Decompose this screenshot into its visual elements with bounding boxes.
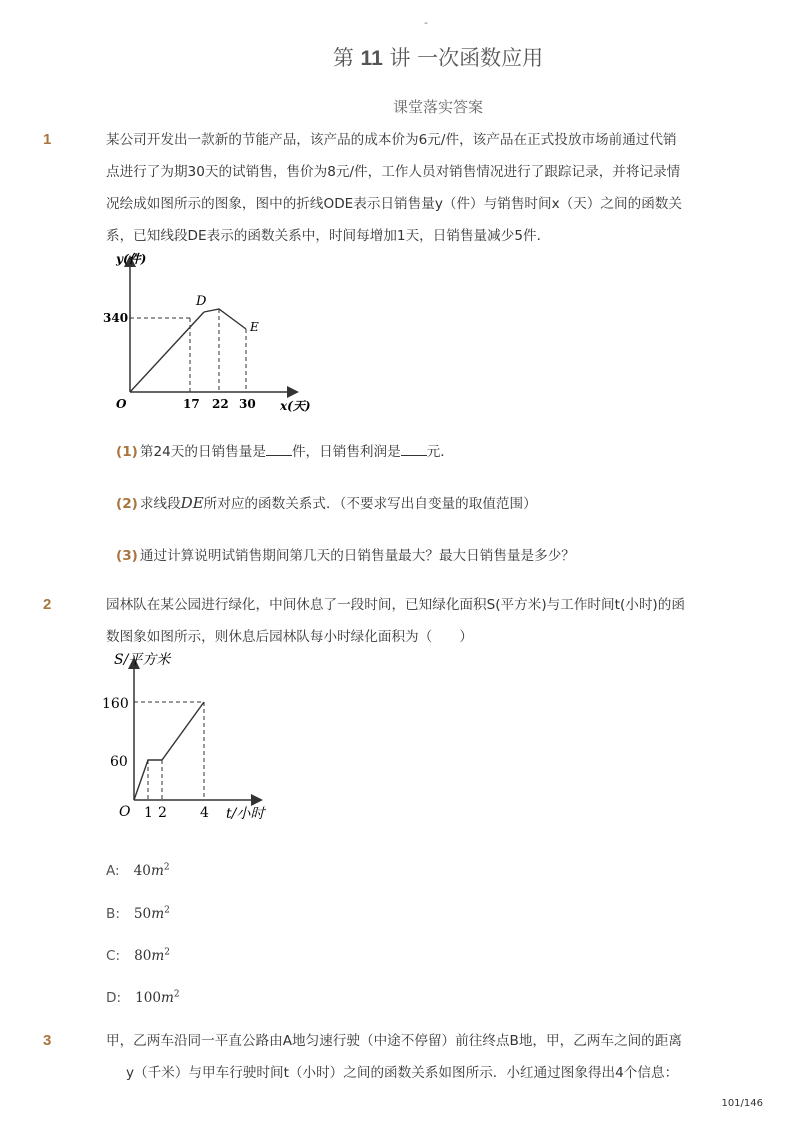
question-1-text xyxy=(106,124,726,252)
y-axis-label: y(件) xyxy=(116,252,147,266)
math-de: DE xyxy=(180,494,204,512)
answer-blank xyxy=(266,443,292,456)
text-line: 点进行了为期30天的试销售，售价为8元/件，工作人员对销售情况进行了跟踪记录，并将记录情 xyxy=(106,164,681,180)
option-label: B: xyxy=(106,905,120,922)
option-d[interactable] xyxy=(106,989,180,1006)
y-axis-label: S/平方米 xyxy=(114,652,171,668)
part-number: (3) xyxy=(116,548,138,564)
q1-part-2 xyxy=(116,492,537,512)
point-e-label: E xyxy=(250,320,259,334)
title-number: 11 xyxy=(360,47,383,70)
part-text: 件，日销售利润是 xyxy=(291,444,401,460)
question-3-text xyxy=(106,1025,746,1089)
point-d-label: D xyxy=(196,294,207,309)
text-line: 数图象如图所示，则休息后园林队每小时绿化面积为（ ） xyxy=(106,629,474,645)
text-line: 甲，乙两车沿同一平直公路由A地匀速行驶（中途不停留）前往终点B地，甲，乙两车之间的距离 xyxy=(106,1033,682,1049)
text-line: 园林队在某公园进行绿化，中间休息了一段时间，已知绿化面积S(平方米)与工作时间t(小时)的函 xyxy=(106,597,685,613)
x-tick-label: 4 xyxy=(200,805,209,821)
part-text: 求线段 xyxy=(139,496,181,512)
part-text: 通过计算说明试销售期间第几天的日销售量最大？最大日销售量是多少？ xyxy=(139,548,575,564)
answer-blank xyxy=(401,443,427,456)
header-mark: - xyxy=(424,16,428,29)
page-number: 101/146 xyxy=(721,1098,763,1109)
option-label: A: xyxy=(106,862,120,879)
x-tick-label: 30 xyxy=(239,397,256,411)
x-tick-label: 2 xyxy=(158,805,167,821)
part-number: (2) xyxy=(116,496,138,512)
page-title xyxy=(0,42,800,72)
x-tick-label: 22 xyxy=(212,397,229,411)
text-line: 系，已知线段DE表示的函数关系中，时间每增加1天，日销售量减少5件． xyxy=(106,228,551,244)
part-number: (1) xyxy=(116,444,138,460)
x-tick-label: 1 xyxy=(144,805,153,821)
q1-part-1 xyxy=(116,440,454,460)
option-value: $80m^2$ xyxy=(134,947,171,964)
option-value: $40m^2$ xyxy=(133,862,170,879)
text-line: 况绘成如图所示的图象，图中的折线ODE表示日销售量y（件）与销售时间x（天）之间的函数关 xyxy=(106,196,682,212)
text-line: y（千米）与甲车行驶时间t（小时）之间的函数关系如图所示．小红通过图象得出4个信息： xyxy=(126,1065,679,1081)
line-s xyxy=(134,702,204,800)
q1-part-3 xyxy=(116,544,575,564)
y-tick-label: 340 xyxy=(103,311,129,325)
option-b[interactable] xyxy=(106,905,170,922)
origin-label: O xyxy=(116,397,127,411)
y-tick-label: 60 xyxy=(110,754,128,770)
subtitle: 课堂落实答案 xyxy=(392,98,483,116)
question-number-3: 3 xyxy=(43,1032,52,1049)
title-suffix: 讲 一次函数应用 xyxy=(389,46,544,70)
question-2-text xyxy=(106,589,726,653)
q2-graph xyxy=(100,650,310,830)
text-line: 某公司开发出一款新的节能产品，该产品的成本价为6元/件，该产品在正式投放市场前通过代销 xyxy=(106,132,677,148)
option-value: $50m^2$ xyxy=(133,905,170,922)
x-axis-label: x(天) xyxy=(280,399,311,413)
option-label: C: xyxy=(106,947,121,964)
title-prefix: 第 xyxy=(332,46,354,70)
x-axis-label: t/小时 xyxy=(226,806,265,822)
option-a[interactable] xyxy=(106,862,170,879)
origin-label: O xyxy=(119,804,131,820)
part-text: 所对应的函数关系式．（不要求写出自变量的取值范围） xyxy=(203,496,537,512)
option-c[interactable] xyxy=(106,947,170,964)
q1-graph xyxy=(100,250,350,420)
question-number-1: 1 xyxy=(43,131,52,148)
part-text: 元． xyxy=(426,444,454,460)
x-tick-label: 17 xyxy=(183,397,200,411)
line-de xyxy=(204,309,246,329)
line-od xyxy=(130,312,204,392)
option-label: D: xyxy=(106,989,122,1006)
part-text: 第24天的日销售量是 xyxy=(139,444,266,460)
question-number-2: 2 xyxy=(43,596,52,613)
option-value: $100m^2$ xyxy=(135,989,180,1006)
y-tick-label: 160 xyxy=(102,696,129,712)
